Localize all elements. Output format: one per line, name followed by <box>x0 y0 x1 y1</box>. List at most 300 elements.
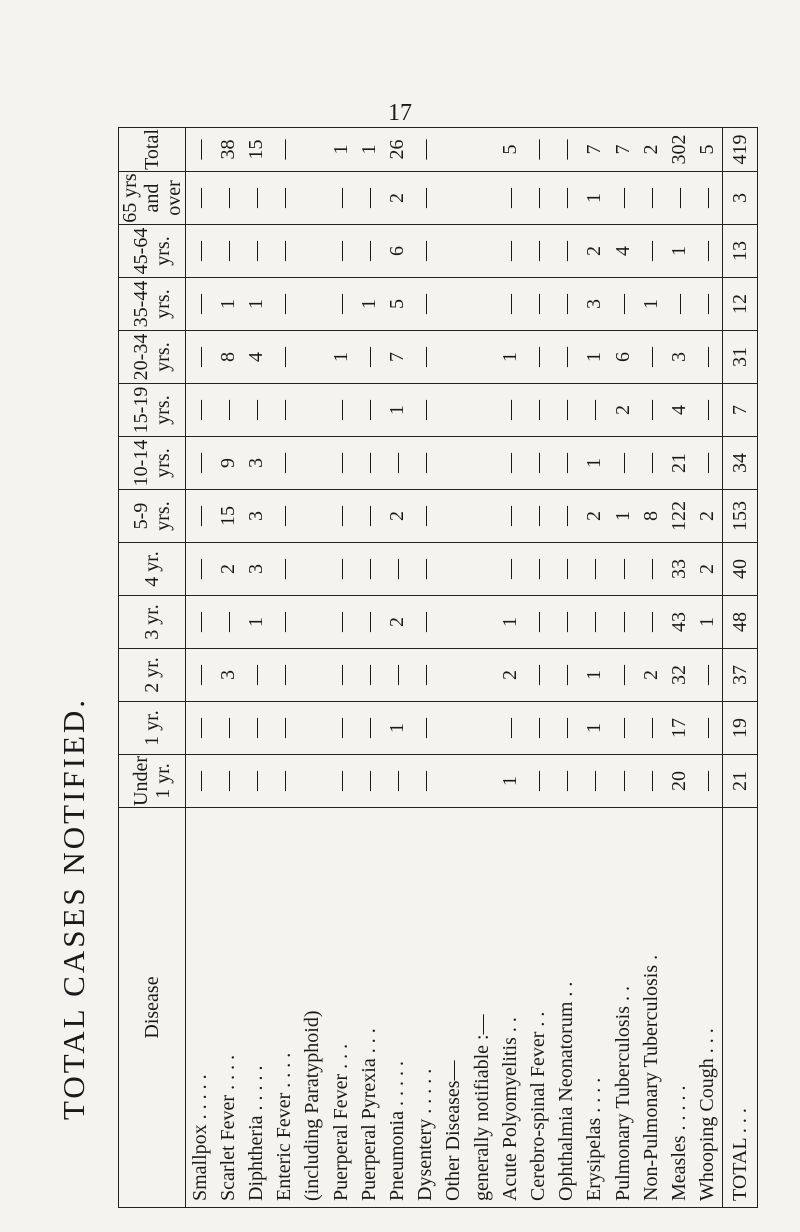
value-cell: — <box>524 649 552 702</box>
value-cell: — <box>665 278 693 331</box>
value-cell: — <box>355 331 383 384</box>
value-cell: — <box>412 128 440 172</box>
value-cell: — <box>609 172 637 225</box>
value-cell <box>299 543 327 596</box>
header-cell: 1 yr. <box>119 702 186 755</box>
disease-cell: Erysipelas . . . . <box>581 808 609 1208</box>
table-row <box>609 128 637 1208</box>
total-cell: 153 <box>723 490 758 543</box>
value-cell: — <box>581 596 609 649</box>
value-cell: — <box>694 331 723 384</box>
value-cell: 43 <box>665 596 693 649</box>
value-cell: — <box>637 755 665 808</box>
value-cell: — <box>496 172 524 225</box>
header-cell: 3 yr. <box>119 596 186 649</box>
value-cell: — <box>214 172 242 225</box>
total-cell: 37 <box>723 649 758 702</box>
value-cell: — <box>637 543 665 596</box>
disease-cell: Measles . . . . . <box>665 808 693 1208</box>
value-cell: 1 <box>355 278 383 331</box>
value-cell: 2 <box>609 384 637 437</box>
disease-cell: Puerperal Pyrexia . . . <box>355 808 383 1208</box>
value-cell: — <box>581 543 609 596</box>
value-cell: — <box>694 172 723 225</box>
value-cell <box>468 702 496 755</box>
value-cell: — <box>186 596 215 649</box>
value-cell: — <box>271 331 299 384</box>
value-cell: — <box>186 172 215 225</box>
value-cell <box>440 128 468 172</box>
value-cell: 33 <box>665 543 693 596</box>
value-cell: — <box>637 172 665 225</box>
table-row <box>665 128 693 1208</box>
value-cell <box>468 490 496 543</box>
value-cell <box>468 225 496 278</box>
value-cell <box>468 128 496 172</box>
table-row <box>637 128 665 1208</box>
value-cell: — <box>271 437 299 490</box>
value-cell: 7 <box>609 128 637 172</box>
value-cell <box>299 702 327 755</box>
value-cell: — <box>553 649 581 702</box>
value-cell: 1 <box>242 278 270 331</box>
page-title: TOTAL CASES NOTIFIED. <box>56 696 91 1120</box>
value-cell: — <box>355 384 383 437</box>
table-row <box>383 128 411 1208</box>
value-cell: 7 <box>383 331 411 384</box>
header-cell: 35-44 yrs. <box>119 278 186 331</box>
value-cell: 1 <box>694 596 723 649</box>
value-cell: — <box>214 755 242 808</box>
value-cell: — <box>412 278 440 331</box>
value-cell: — <box>637 384 665 437</box>
value-cell: 1 <box>581 702 609 755</box>
cases-table <box>118 127 758 1208</box>
value-cell: — <box>637 437 665 490</box>
value-cell: — <box>553 437 581 490</box>
value-cell: — <box>242 755 270 808</box>
total-label: TOTAL . . . <box>723 808 758 1208</box>
disease-cell: Whooping Cough . . . <box>694 808 723 1208</box>
value-cell: — <box>355 649 383 702</box>
value-cell: — <box>271 755 299 808</box>
value-cell: — <box>327 649 355 702</box>
value-cell: — <box>553 755 581 808</box>
value-cell: — <box>355 596 383 649</box>
value-cell: — <box>355 225 383 278</box>
value-cell: 1 <box>242 596 270 649</box>
value-cell: 7 <box>581 128 609 172</box>
value-cell: 3 <box>665 331 693 384</box>
value-cell: 1 <box>496 755 524 808</box>
disease-cell: Scarlet Fever . . . . <box>214 808 242 1208</box>
value-cell: — <box>524 596 552 649</box>
value-cell: — <box>694 437 723 490</box>
value-cell: — <box>524 702 552 755</box>
value-cell: 15 <box>214 490 242 543</box>
value-cell: — <box>327 702 355 755</box>
value-cell: — <box>214 702 242 755</box>
value-cell: — <box>271 225 299 278</box>
value-cell: 1 <box>327 331 355 384</box>
value-cell <box>299 755 327 808</box>
value-cell: — <box>271 596 299 649</box>
page-number: 17 <box>388 100 412 126</box>
value-cell: — <box>553 331 581 384</box>
value-cell: — <box>412 596 440 649</box>
value-cell <box>440 331 468 384</box>
value-cell <box>299 172 327 225</box>
table-row <box>242 128 270 1208</box>
value-cell: — <box>186 128 215 172</box>
header-cell: 15-19 yrs. <box>119 384 186 437</box>
table-row <box>214 128 242 1208</box>
value-cell: — <box>242 384 270 437</box>
value-cell: — <box>412 172 440 225</box>
header-cell: 10-14 yrs. <box>119 437 186 490</box>
total-cell: 12 <box>723 278 758 331</box>
table-row <box>524 128 552 1208</box>
value-cell: — <box>186 278 215 331</box>
value-cell: — <box>637 331 665 384</box>
value-cell <box>299 437 327 490</box>
disease-cell: Acute Polyomyelitis . . <box>496 808 524 1208</box>
value-cell: 2 <box>694 543 723 596</box>
value-cell: 5 <box>496 128 524 172</box>
value-cell: 1 <box>609 490 637 543</box>
table-row <box>496 128 524 1208</box>
value-cell: 2 <box>694 490 723 543</box>
header-cell: Total <box>119 128 186 172</box>
value-cell: — <box>271 543 299 596</box>
total-cell: 419 <box>723 128 758 172</box>
total-cell: 3 <box>723 172 758 225</box>
value-cell: — <box>412 437 440 490</box>
value-cell: — <box>553 384 581 437</box>
value-cell: — <box>214 384 242 437</box>
table-row <box>186 128 215 1208</box>
value-cell: — <box>553 702 581 755</box>
value-cell: — <box>327 172 355 225</box>
value-cell: — <box>694 649 723 702</box>
table-row <box>581 128 609 1208</box>
value-cell: — <box>496 278 524 331</box>
disease-cell: (including Paratyphoid) <box>299 808 327 1208</box>
value-cell: — <box>412 702 440 755</box>
value-cell: — <box>242 702 270 755</box>
value-cell: — <box>553 596 581 649</box>
table-row <box>299 128 327 1208</box>
value-cell: — <box>271 128 299 172</box>
value-cell: 2 <box>496 649 524 702</box>
value-cell <box>440 172 468 225</box>
value-cell: 3 <box>242 437 270 490</box>
value-cell: — <box>412 384 440 437</box>
value-cell: — <box>355 490 383 543</box>
disease-cell: Dysentery . . . . . <box>412 808 440 1208</box>
value-cell <box>299 384 327 437</box>
value-cell: — <box>412 225 440 278</box>
value-cell: — <box>496 225 524 278</box>
value-cell: — <box>271 172 299 225</box>
total-cell: 40 <box>723 543 758 596</box>
value-cell: — <box>327 225 355 278</box>
value-cell: — <box>609 649 637 702</box>
value-cell: — <box>609 596 637 649</box>
value-cell <box>440 596 468 649</box>
value-cell: 1 <box>496 596 524 649</box>
value-cell: — <box>412 331 440 384</box>
value-cell: — <box>186 755 215 808</box>
table-row <box>327 128 355 1208</box>
value-cell: — <box>524 384 552 437</box>
value-cell: — <box>186 649 215 702</box>
value-cell <box>299 596 327 649</box>
value-cell: — <box>524 128 552 172</box>
value-cell: — <box>496 490 524 543</box>
value-cell: — <box>581 384 609 437</box>
disease-cell: Other Diseases— <box>440 808 468 1208</box>
disease-cell: Non-Pulmonary Tuberculosis . <box>637 808 665 1208</box>
value-cell: 1 <box>214 278 242 331</box>
value-cell: — <box>242 649 270 702</box>
value-cell: 1 <box>383 384 411 437</box>
total-cell: 31 <box>723 331 758 384</box>
value-cell <box>440 649 468 702</box>
value-cell: — <box>496 702 524 755</box>
value-cell: — <box>609 437 637 490</box>
value-cell: 122 <box>665 490 693 543</box>
value-cell: 15 <box>242 128 270 172</box>
value-cell: — <box>271 649 299 702</box>
value-cell: — <box>186 225 215 278</box>
value-cell: 6 <box>383 225 411 278</box>
value-cell: 4 <box>609 225 637 278</box>
table-row <box>440 128 468 1208</box>
value-cell: — <box>327 437 355 490</box>
value-cell: 1 <box>581 172 609 225</box>
value-cell <box>440 437 468 490</box>
disease-cell: Enteric Fever . . . . <box>271 808 299 1208</box>
value-cell: — <box>383 437 411 490</box>
value-cell: — <box>186 437 215 490</box>
value-cell: 1 <box>383 702 411 755</box>
value-cell: 1 <box>355 128 383 172</box>
value-cell: — <box>186 331 215 384</box>
value-cell: — <box>412 755 440 808</box>
value-cell: — <box>327 755 355 808</box>
value-cell: — <box>355 543 383 596</box>
value-cell: — <box>553 490 581 543</box>
value-cell <box>468 437 496 490</box>
value-cell: 20 <box>665 755 693 808</box>
value-cell: 3 <box>214 649 242 702</box>
total-cell: 48 <box>723 596 758 649</box>
value-cell <box>299 128 327 172</box>
value-cell: — <box>327 596 355 649</box>
value-cell: 2 <box>581 490 609 543</box>
header-cell: 45-64 yrs. <box>119 225 186 278</box>
value-cell: — <box>271 490 299 543</box>
value-cell: 1 <box>581 437 609 490</box>
value-cell: 21 <box>665 437 693 490</box>
value-cell: — <box>694 755 723 808</box>
value-cell: — <box>524 172 552 225</box>
value-cell: — <box>553 543 581 596</box>
value-cell: — <box>327 278 355 331</box>
value-cell: 2 <box>383 596 411 649</box>
value-cell: 32 <box>665 649 693 702</box>
value-cell <box>468 755 496 808</box>
value-cell: — <box>186 490 215 543</box>
value-cell: — <box>327 543 355 596</box>
value-cell <box>299 278 327 331</box>
total-cell: 34 <box>723 437 758 490</box>
value-cell: — <box>214 225 242 278</box>
value-cell: 3 <box>581 278 609 331</box>
value-cell: 1 <box>637 278 665 331</box>
value-cell <box>440 543 468 596</box>
value-cell: — <box>412 490 440 543</box>
value-cell: — <box>327 490 355 543</box>
value-cell: 302 <box>665 128 693 172</box>
value-cell: — <box>524 490 552 543</box>
value-cell: — <box>355 437 383 490</box>
value-cell <box>299 490 327 543</box>
header-row <box>119 128 186 1208</box>
table-row <box>271 128 299 1208</box>
value-cell: — <box>496 384 524 437</box>
disease-cell: Cerebro-spinal Fever . . <box>524 808 552 1208</box>
value-cell: — <box>412 543 440 596</box>
value-cell: 3 <box>242 543 270 596</box>
total-cell: 7 <box>723 384 758 437</box>
value-cell: 5 <box>383 278 411 331</box>
value-cell: 6 <box>609 331 637 384</box>
value-cell: 1 <box>496 331 524 384</box>
value-cell: — <box>694 702 723 755</box>
value-cell: — <box>553 172 581 225</box>
header-cell: Under 1 yr. <box>119 755 186 808</box>
header-cell: Disease <box>119 808 186 1208</box>
value-cell: — <box>609 702 637 755</box>
total-cell: 21 <box>723 755 758 808</box>
value-cell <box>468 543 496 596</box>
value-cell: — <box>524 755 552 808</box>
value-cell <box>440 755 468 808</box>
value-cell: — <box>637 225 665 278</box>
value-cell <box>440 225 468 278</box>
value-cell: — <box>355 702 383 755</box>
value-cell <box>299 225 327 278</box>
value-cell: — <box>637 596 665 649</box>
value-cell: — <box>214 596 242 649</box>
value-cell: — <box>355 172 383 225</box>
value-cell: — <box>242 225 270 278</box>
value-cell: 38 <box>214 128 242 172</box>
value-cell: — <box>186 384 215 437</box>
value-cell: 5 <box>694 128 723 172</box>
value-cell <box>468 172 496 225</box>
table-row <box>355 128 383 1208</box>
value-cell: 3 <box>242 490 270 543</box>
value-cell: — <box>694 384 723 437</box>
value-cell: 8 <box>214 331 242 384</box>
value-cell: — <box>186 543 215 596</box>
table-container <box>118 128 758 1208</box>
value-cell <box>468 278 496 331</box>
value-cell: — <box>524 331 552 384</box>
value-cell: — <box>412 649 440 702</box>
value-cell <box>440 384 468 437</box>
value-cell: 2 <box>383 490 411 543</box>
value-cell: 2 <box>214 543 242 596</box>
value-cell <box>440 278 468 331</box>
value-cell <box>440 490 468 543</box>
value-cell: — <box>383 543 411 596</box>
value-cell: — <box>383 649 411 702</box>
value-cell: — <box>186 702 215 755</box>
value-cell: — <box>553 225 581 278</box>
value-cell: 26 <box>383 128 411 172</box>
value-cell: — <box>327 384 355 437</box>
value-cell <box>468 596 496 649</box>
value-cell: — <box>496 437 524 490</box>
value-cell: — <box>355 755 383 808</box>
table-row <box>694 128 723 1208</box>
value-cell: 1 <box>581 649 609 702</box>
disease-cell: Pneumonia . . . . . <box>383 808 411 1208</box>
value-cell: — <box>553 128 581 172</box>
value-cell: — <box>609 755 637 808</box>
value-cell: 1 <box>327 128 355 172</box>
table-row <box>553 128 581 1208</box>
disease-cell: Pulmonary Tuberculosis . . <box>609 808 637 1208</box>
value-cell: 4 <box>665 384 693 437</box>
value-cell: — <box>383 755 411 808</box>
disease-cell: Ophthalmia Neonatorum . . <box>553 808 581 1208</box>
value-cell: 4 <box>242 331 270 384</box>
value-cell: — <box>665 172 693 225</box>
value-cell: — <box>581 755 609 808</box>
value-cell <box>468 331 496 384</box>
header-cell: 4 yr. <box>119 543 186 596</box>
value-cell <box>299 331 327 384</box>
value-cell: — <box>271 702 299 755</box>
value-cell: — <box>271 278 299 331</box>
value-cell: 2 <box>637 649 665 702</box>
total-cell: 13 <box>723 225 758 278</box>
value-cell: — <box>694 278 723 331</box>
disease-cell: Smallpox . . . . . <box>186 808 215 1208</box>
value-cell: — <box>609 543 637 596</box>
table-row <box>468 128 496 1208</box>
value-cell: — <box>694 225 723 278</box>
value-cell: 9 <box>214 437 242 490</box>
disease-cell: Diphtheria . . . . . <box>242 808 270 1208</box>
value-cell: — <box>271 384 299 437</box>
value-cell: 8 <box>637 490 665 543</box>
value-cell: — <box>496 543 524 596</box>
value-cell <box>468 649 496 702</box>
value-cell: — <box>524 437 552 490</box>
value-cell: — <box>524 543 552 596</box>
value-cell: 2 <box>581 225 609 278</box>
value-cell <box>299 649 327 702</box>
value-cell: — <box>524 278 552 331</box>
value-cell: 2 <box>637 128 665 172</box>
total-row <box>723 128 758 1208</box>
